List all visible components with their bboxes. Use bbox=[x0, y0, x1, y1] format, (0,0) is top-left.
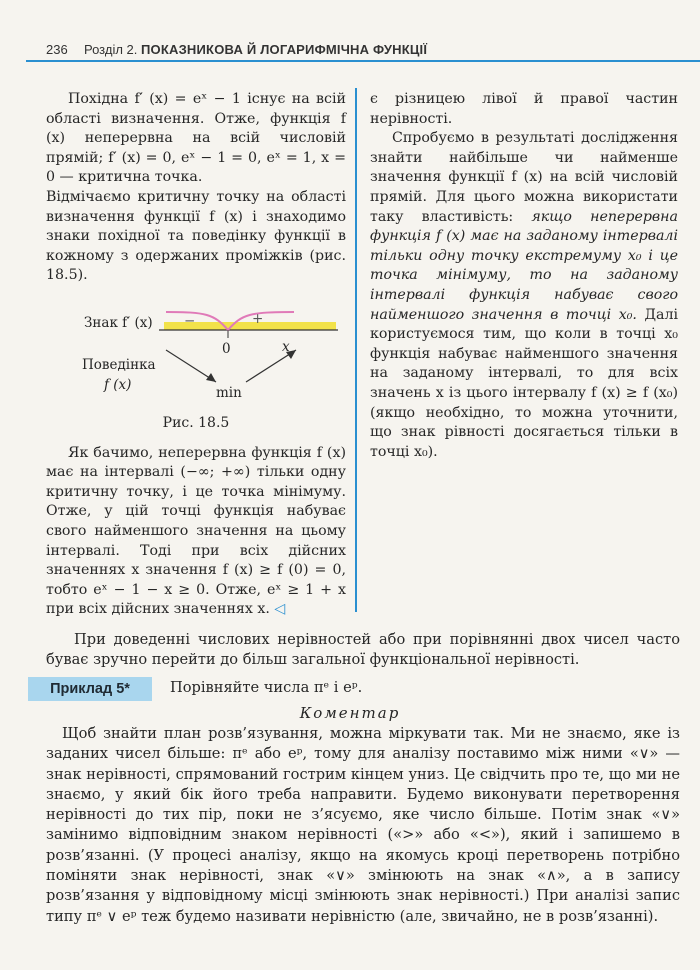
column-divider bbox=[355, 88, 357, 612]
section-name: ПОКАЗНИКОВА Й ЛОГАРИФМІЧНА ФУНКЦІЇ bbox=[141, 42, 428, 57]
behavior-function-label: f (x) bbox=[104, 376, 132, 393]
right-para-2-start: Спробуємо в результаті дослідження знайти найбільше чи найменше значення функції f (x) на всій числовій прямій. Для цього можна використати таку властивість: bbox=[370, 130, 678, 225]
zero-label: 0 bbox=[222, 340, 231, 357]
example-task: Порівняйте числа πᵉ і eᵖ. bbox=[170, 679, 363, 696]
intro-paragraph bbox=[46, 630, 680, 671]
min-label: min bbox=[216, 384, 242, 401]
section-title bbox=[84, 42, 427, 57]
right-para-2-end: Далі користуємося тим, що коли в точці x₀ функція набуває найменшого значення на заданому інтервалі, то для всіх значень x із цього інтервалу f (x) ≥ f (x₀) (якщо необхідно, то можна уточнити, що знак рівності досягається тільки в точці x₀). bbox=[370, 306, 678, 460]
comment-text: Щоб знайти план розв’язування, можна міркувати так. Ми не знаємо, яке із заданих чисел більше: πᵉ або eᵖ, тому для аналізу поставимо між ними «∨» — знак нерівності, спрямований гострим кінцем униз. Це свідчить про те, що ми не знаємо, у який бік його треба направити. Будемо виконувати перетворення нерівності до тих пір, поки не з’ясуємо, яке число більше. Потім знак «∨» замінимо відповідним знаком нерівності («>» або «<»), який і запишемо в розв’язанні. (У процесі аналізу, якщо на якомусь кроці перетворень потрібно поміняти знак нерівності, знак «∨» змінюють на знак «∧», а в запису розв’язання у відповідному місці змінюють знак нерівності.) При аналізі запис типу πᵉ ∨ eᵖ теж будемо називати нерівністю (але, звичайно, не в розв’язанні). bbox=[46, 725, 680, 925]
right-para-2 bbox=[370, 129, 678, 462]
right-para-1: є різницею лівої й правої частин нерівності. bbox=[370, 91, 678, 127]
left-para-3 bbox=[46, 444, 346, 620]
sign-label: Знак f′ (x) bbox=[84, 314, 153, 331]
left-column bbox=[46, 90, 346, 620]
right-column bbox=[370, 90, 678, 462]
figure-caption: Рис. 18.5 bbox=[162, 414, 230, 431]
decrease-arrowhead bbox=[206, 373, 216, 382]
page-header bbox=[46, 40, 686, 62]
section-prefix: Розділ 2. bbox=[84, 42, 138, 57]
plus-sign: + bbox=[252, 310, 264, 327]
comment-body bbox=[46, 724, 680, 927]
intro-text: При доведенні числових нерівностей або при порівнянні двох чисел часто буває зручно перейти до більш загальної функціональної нерівності. bbox=[46, 631, 680, 669]
x-label: x bbox=[282, 338, 290, 355]
figure-18-5 bbox=[46, 300, 346, 410]
end-of-proof-icon: ◁ bbox=[274, 601, 286, 618]
left-para-2: Відмічаємо критичну точку на області визначення функції f (x) і знаходимо знаки похідної та поведінку функції в кожному з одержаних проміжків (рис. 18.5). bbox=[46, 188, 346, 284]
left-para-3-text: Як бачимо, неперервна функція f (x) має на інтервалі (−∞; +∞) тільки одну критичну точку, і це точка мінімуму. Отже, у цій точці функція набуває свого найменшого значення на цьому інтервалі. Тоді при всіх дійсних значеннях x значення f (x) ≥ f (0) = 0, тобто eˣ − 1 − x ≥ 0. Отже, eˣ ≥ 1 + x при всіх дійсних значеннях x. bbox=[46, 444, 346, 618]
page-number: 236 bbox=[46, 42, 68, 57]
comment-title: Коментар bbox=[299, 704, 401, 722]
left-para-1: Похідна f′ (x) = eˣ − 1 існує на всій області визначення. Отже, функція f (x) неперервна на всій числовій прямій; f′ (x) = 0, eˣ − 1 = 0, eˣ = 1, x = 0 — критична точка. bbox=[46, 91, 346, 186]
example-label: Приклад 5* bbox=[28, 677, 152, 701]
header-rule bbox=[26, 60, 700, 62]
minus-sign: − bbox=[184, 312, 196, 329]
behavior-label: Поведінка bbox=[82, 356, 156, 373]
right-para-2-italic: якщо неперервна функція f (x) має на заданому інтервалі тільки одну точку екстремуму x₀ і це точка мінімуму, то на заданому інтервалі функція набуває свого найменшого значення в точці x₀. bbox=[370, 208, 678, 323]
